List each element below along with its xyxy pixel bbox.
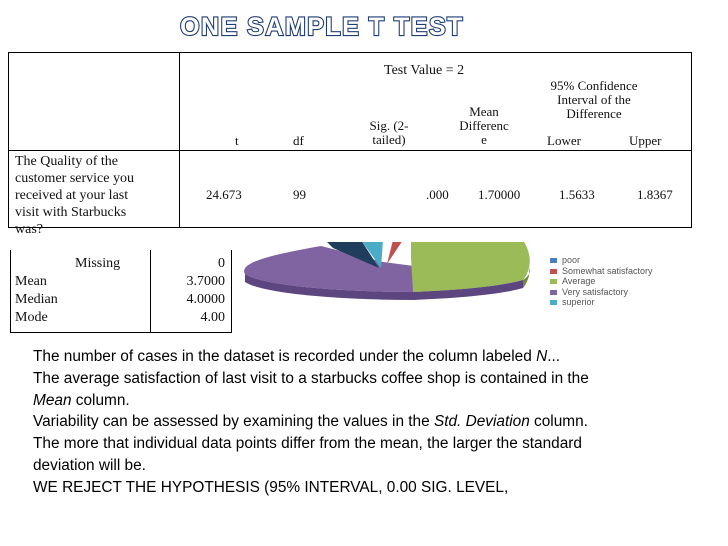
col-sig: Sig. (2- tailed) bbox=[369, 118, 409, 147]
body-line: The number of cases in the dataset is recorded under the column labeled N... bbox=[33, 348, 561, 365]
value-t: 24.673 bbox=[206, 187, 242, 202]
legend-label: Somewhat satisfactory bbox=[562, 265, 653, 276]
body-line: Variability can be assessed by examining the values in the Std. Deviation column. bbox=[33, 413, 588, 431]
body-line: The average satisfaction of last visit to a starbucks coffee shop is contained in the bbox=[33, 369, 589, 387]
legend-label: superior bbox=[562, 297, 595, 307]
stats-label: Missing bbox=[75, 256, 121, 271]
stats-label: Mean bbox=[15, 274, 47, 289]
body-line: The more that individual data points differ from the mean, the larger the standard bbox=[33, 435, 582, 453]
stats-row bbox=[11, 292, 231, 310]
value-sig: .000 bbox=[426, 187, 449, 202]
legend-label: Very satisfactory bbox=[562, 286, 629, 297]
stats-value: 3.7000 bbox=[186, 274, 225, 289]
col-upper: Upper bbox=[629, 133, 662, 148]
stats-row bbox=[11, 256, 231, 274]
col-t: t bbox=[235, 133, 239, 148]
page-title-text: ONE SAMPLE T TEST bbox=[180, 13, 464, 41]
col-df: df bbox=[293, 133, 304, 148]
body-line: WE REJECT THE HYPOTHESIS (95% INTERVAL, 0.00 SIG. LEVEL, bbox=[33, 478, 509, 496]
chart-legend bbox=[550, 256, 720, 309]
legend-label: poor bbox=[562, 255, 581, 265]
stats-value: 0 bbox=[218, 256, 225, 271]
col-mean-diff: Mean Differenc e bbox=[459, 104, 509, 147]
value-df: 99 bbox=[293, 187, 306, 202]
col-lower: Lower bbox=[547, 133, 581, 148]
test-value-header: Test Value = 2 bbox=[384, 63, 465, 78]
body-line: Mean column. bbox=[33, 391, 130, 409]
stats-row bbox=[11, 274, 231, 292]
pie-slice-somewhat-satisfactory bbox=[387, 242, 403, 264]
legend-item bbox=[550, 298, 720, 309]
stats-table bbox=[10, 250, 232, 333]
legend-label: Average bbox=[562, 276, 596, 286]
value-mean-diff: 1.70000 bbox=[478, 187, 521, 202]
value-lower: 1.5633 bbox=[559, 187, 595, 202]
stats-value: 4.0000 bbox=[186, 292, 225, 307]
page-title bbox=[0, 8, 728, 44]
stats-value: 4.00 bbox=[200, 310, 225, 325]
stats-label: Median bbox=[15, 292, 58, 307]
ci-header: 95% Confidence Interval of the Difference bbox=[550, 78, 638, 121]
value-upper: 1.8367 bbox=[637, 187, 673, 202]
ttest-table bbox=[8, 52, 692, 237]
pie-chart bbox=[233, 242, 543, 336]
body-line: deviation will be. bbox=[33, 456, 146, 474]
body-text bbox=[33, 346, 723, 499]
row-label: The Quality of the customer service you received at your last visit with Starbucks was? bbox=[15, 154, 134, 237]
stats-label: Mode bbox=[15, 310, 48, 325]
stats-row bbox=[11, 310, 231, 328]
